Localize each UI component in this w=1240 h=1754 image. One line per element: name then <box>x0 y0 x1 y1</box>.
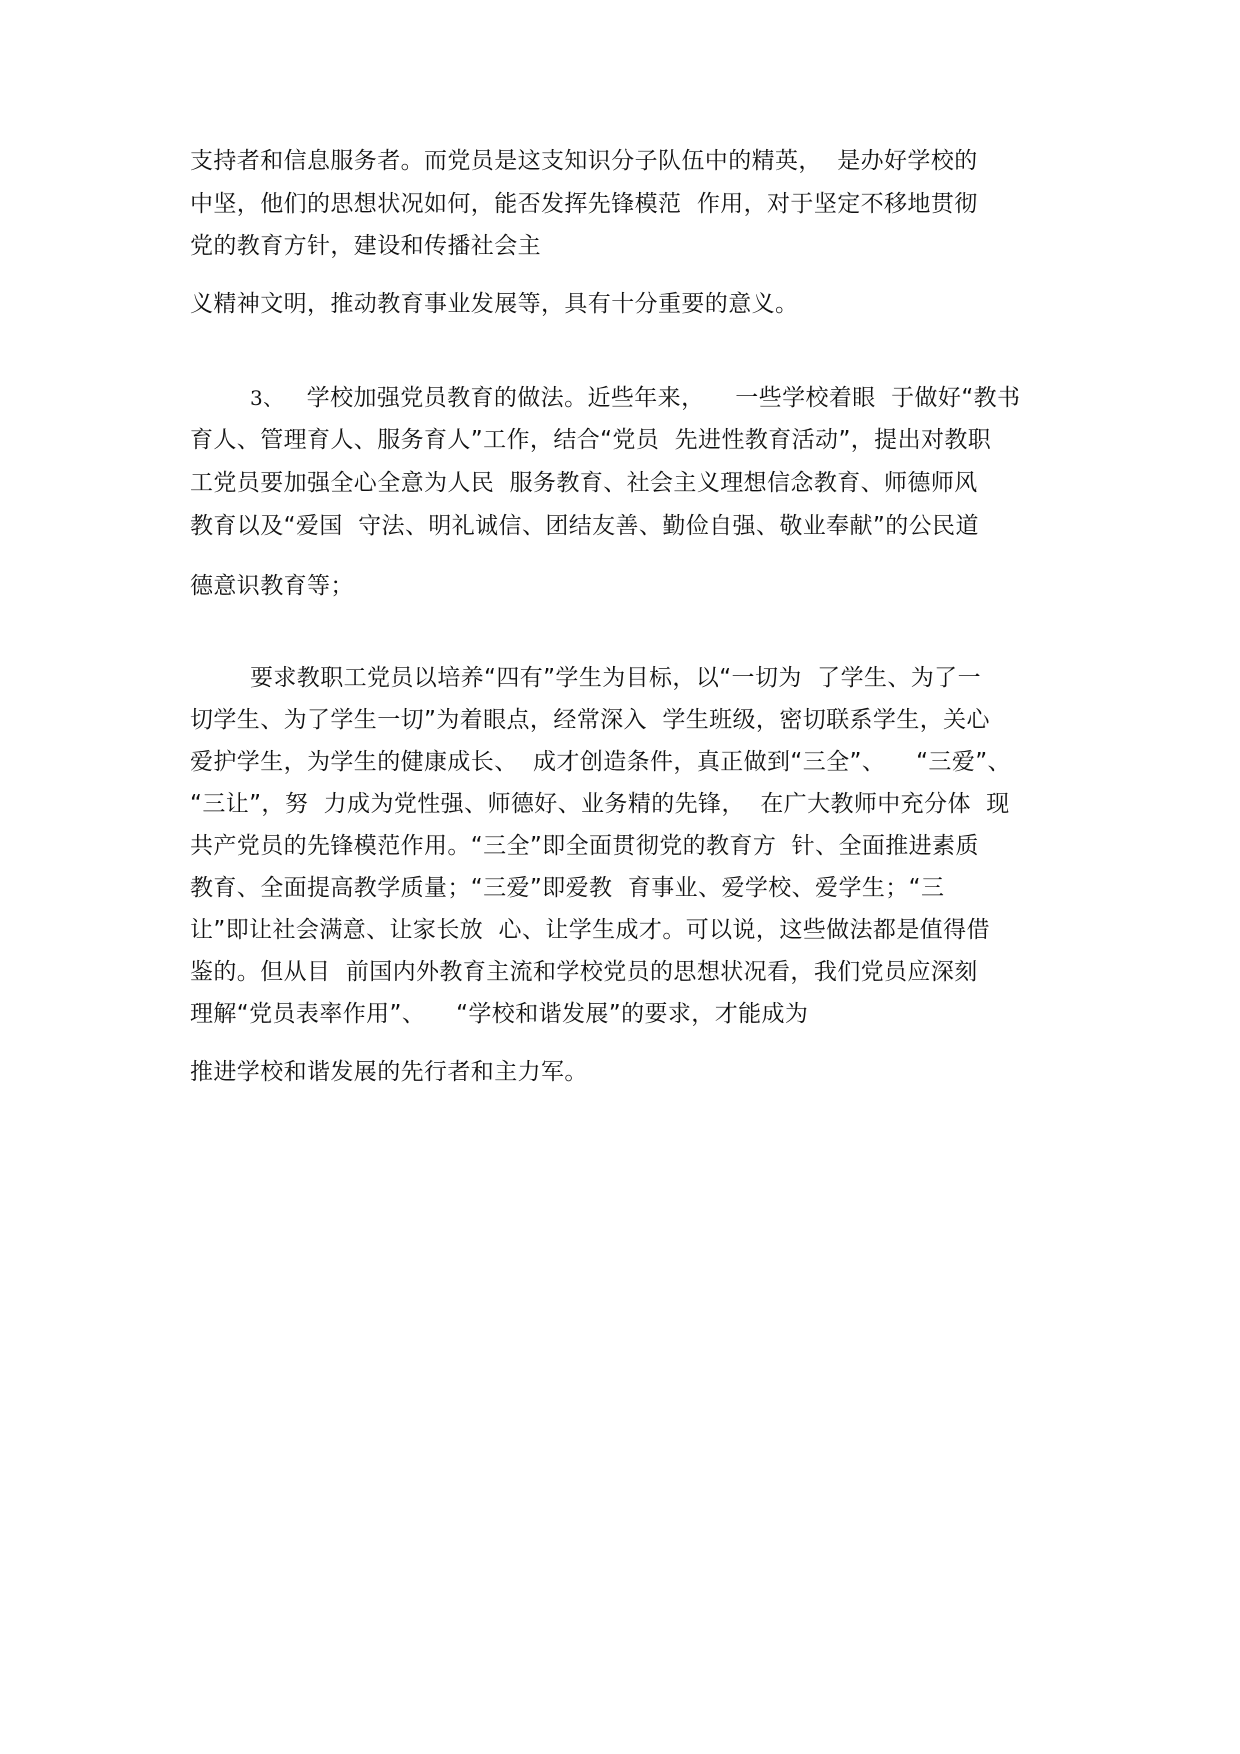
paragraph-1-line-4: 义精神文明，推动教育事业发展等，具有十分重要的意义。 <box>190 291 799 317</box>
paragraph-3-line-7: 让”即让社会满意、让家长放 心、让学生成才。可以说，这些做法都是值得借 <box>190 917 990 943</box>
paragraph-3-line-5: 共产党员的先锋模范作用。“三全”即全面贯彻党的教育方 针、全面推进素质 <box>190 833 979 859</box>
paragraph-2-number: 3、 <box>250 386 284 410</box>
paragraph-1-line-3: 党的教育方针，建设和传播社会主 <box>190 233 541 259</box>
paragraph-3-line-9: 理解“党员表率作用”、 “学校和谐发展”的要求，才能成为 <box>190 1001 809 1027</box>
paragraph-2-line-1 <box>250 382 1020 414</box>
paragraph-3-line-2: 切学生、为了学生一切”为着眼点，经常深入 学生班级，密切联系学生，关心 <box>190 707 990 733</box>
paragraph-3-line-3: 爱护学生，为学生的健康成长、 成才创造条件，真正做到“三全”、 “三爱”、 <box>190 749 1011 775</box>
paragraph-2-line-5: 德意识教育等； <box>190 573 354 599</box>
paragraph-2-line-2: 育人、管理育人、服务育人”工作，结合“党员 先进性教育活动”，提出对教职 <box>190 427 992 453</box>
paragraph-3-line-6: 教育、全面提高教学质量；“三爱”即爱教 育事业、爱学校、爱学生；“三 <box>190 875 945 901</box>
paragraph-3-line-8: 鉴的。但从目 前国内外教育主流和学校党员的思想状况看，我们党员应深刻 <box>190 959 978 985</box>
paragraph-3-line-1: 要求教职工党员以培养“四有”学生为目标，以“一切为 了学生、为了一 <box>250 665 981 691</box>
paragraph-3-line-10: 推进学校和谐发展的先行者和主力军。 <box>190 1059 588 1085</box>
paragraph-2-first-line-text: 学校加强党员教育的做法。近些年来， 一些学校着眼 于做好“教书 <box>283 385 1021 411</box>
paragraph-3-line-4: “三让”，努 力成为党性强、师德好、业务精的先锋， 在广大教师中充分体 现 <box>190 791 1010 817</box>
paragraph-2-line-3: 工党员要加强全心全意为人民 服务教育、社会主义理想信念教育、师德师风 <box>190 470 978 496</box>
paragraph-1-line-2: 中坚，他们的思想状况如何，能否发挥先锋模范 作用，对于坚定不移地贯彻 <box>190 191 978 217</box>
paragraph-1-line-1: 支持者和信息服务者。而党员是这支知识分子队伍中的精英， 是办好学校的 <box>190 148 978 174</box>
paragraph-2-line-4: 教育以及“爱国 守法、明礼诚信、团结友善、勤俭自强、敬业奉献”的公民道 <box>190 513 979 539</box>
